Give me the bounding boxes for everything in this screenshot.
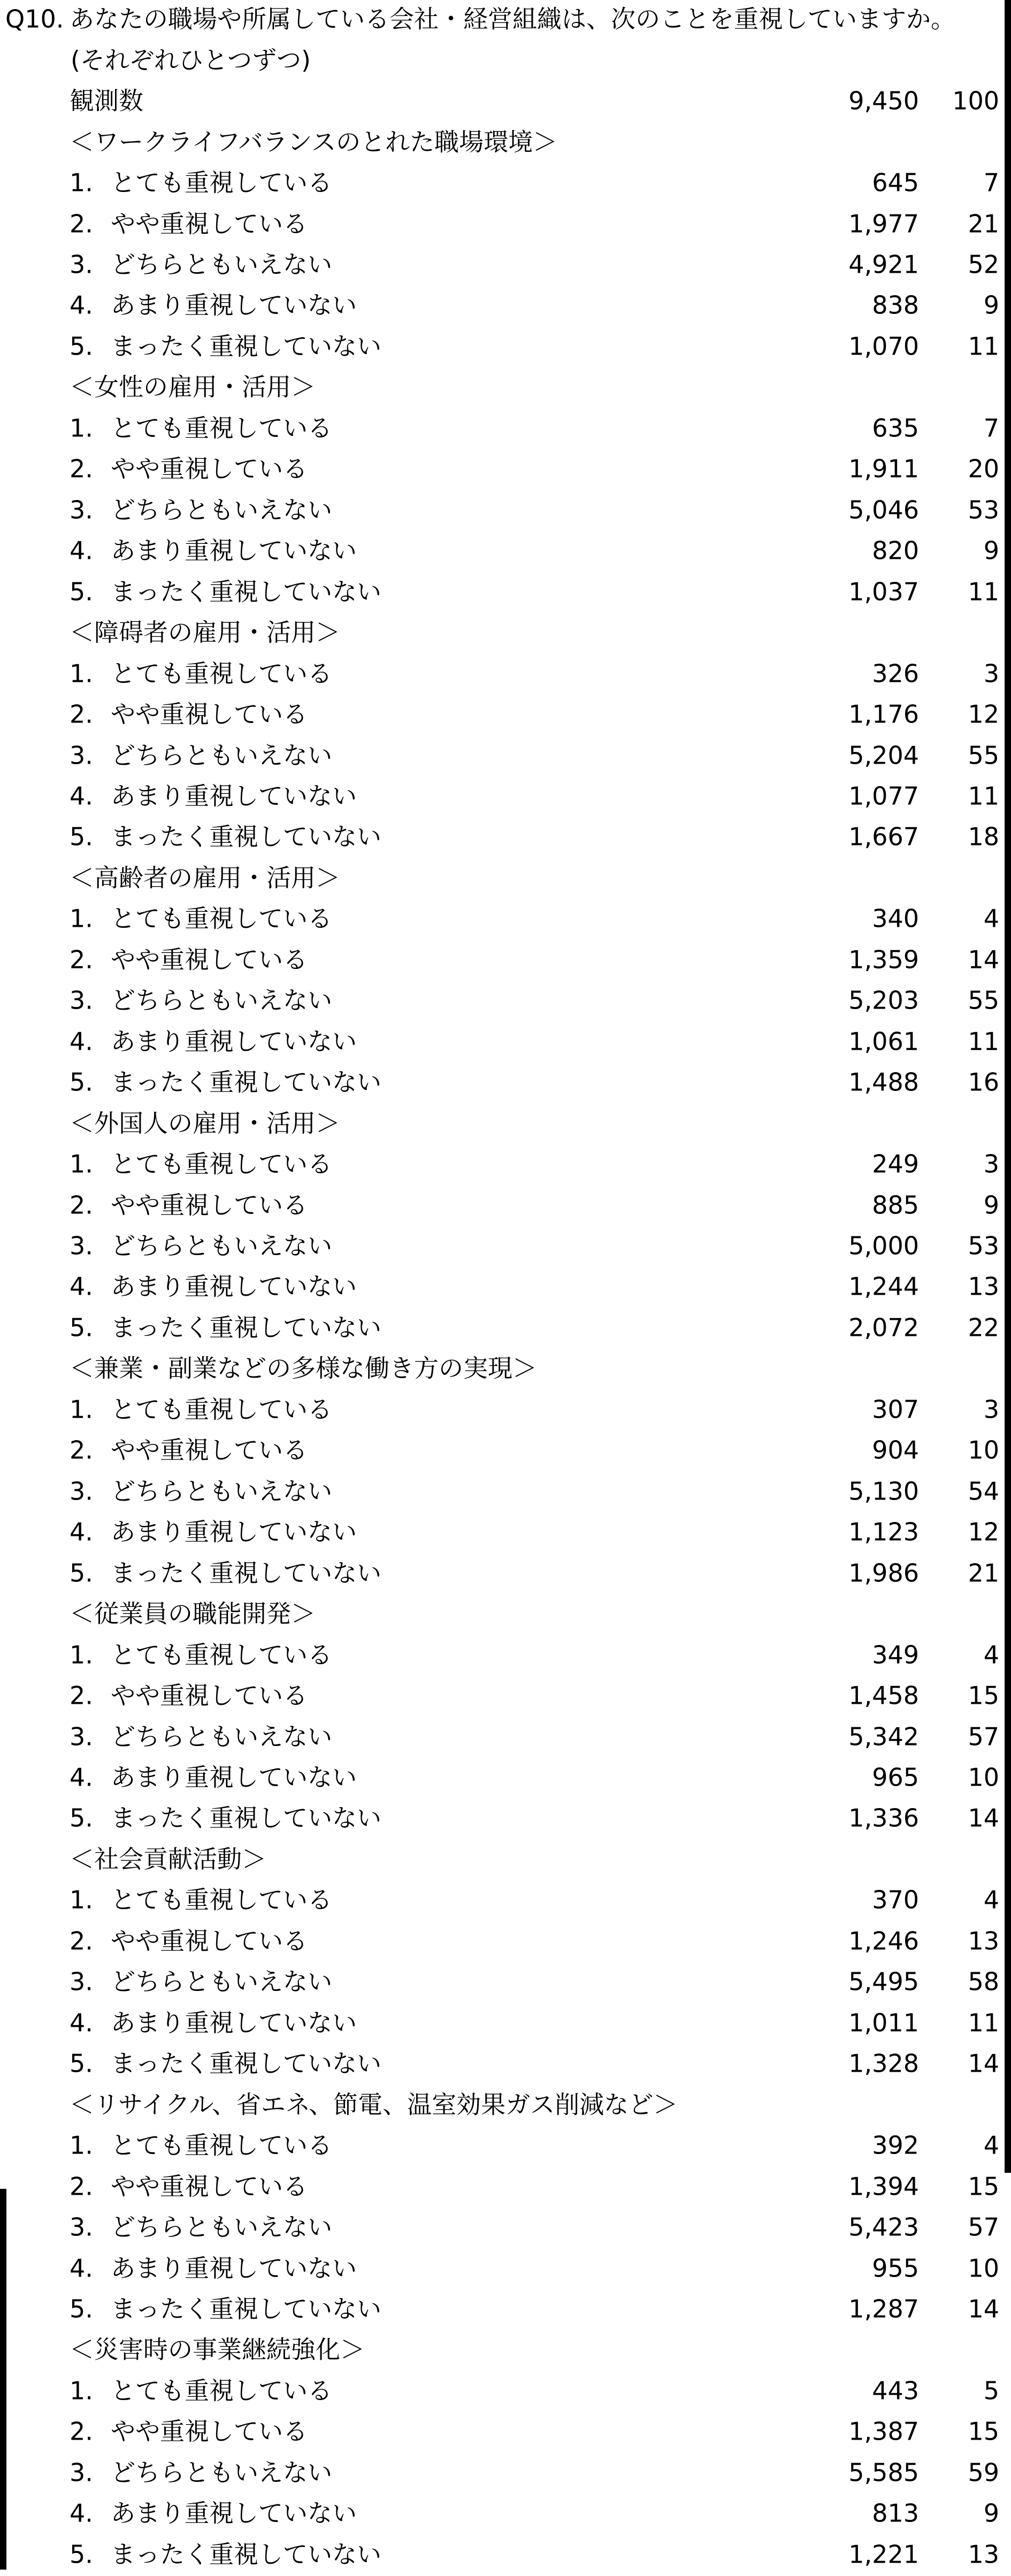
row-number: 4.	[70, 291, 93, 320]
row-number: 1.	[70, 904, 93, 934]
row-percent: 9	[983, 2498, 999, 2528]
row-percent: 14	[968, 2294, 999, 2324]
row-label: まったく重視していない	[111, 1558, 381, 1588]
row-number: 3.	[70, 1477, 93, 1506]
row-number: 4.	[70, 536, 93, 565]
row-label: とても重視している	[111, 413, 332, 443]
section-title: ＜女性の雇用・活用＞	[70, 373, 316, 402]
row-label: あまり重視していない	[111, 291, 357, 320]
row-count: 1,458	[848, 1681, 919, 1710]
row-percent: 20	[968, 454, 999, 483]
row-label: とても重視している	[111, 659, 332, 688]
row-label: どちらともいえない	[111, 250, 332, 279]
table-row	[0, 1267, 1011, 1308]
row-number: 5.	[70, 1067, 93, 1097]
row-number: 5.	[70, 2540, 93, 2569]
row-count: 340	[872, 904, 919, 934]
row-count: 326	[872, 659, 919, 688]
row-count: 1,287	[848, 2294, 919, 2324]
row-label: まったく重視していない	[111, 1313, 381, 1342]
row-number: 3.	[70, 986, 93, 1015]
row-label: やや重視している	[111, 209, 308, 239]
row-percent: 7	[983, 168, 999, 197]
table-row	[0, 245, 1011, 286]
table-row	[0, 1635, 1011, 1676]
row-label: とても重視している	[111, 1395, 332, 1424]
row-count: 392	[872, 2131, 919, 2160]
row-label: とても重視している	[111, 1886, 332, 1915]
table-row	[0, 736, 1011, 776]
table-row	[0, 2044, 1011, 2085]
table-row	[0, 777, 1011, 818]
row-number: 5.	[70, 1313, 93, 1342]
row-count: 5,204	[848, 741, 919, 770]
section-title: ＜ワークライフバランスのとれた職場環境＞	[70, 127, 558, 157]
table-row	[0, 1554, 1011, 1594]
row-count: 820	[872, 536, 919, 565]
table-row	[0, 1513, 1011, 1554]
row-percent: 57	[968, 1722, 999, 1751]
table-row	[0, 981, 1011, 1022]
row-number: 5.	[70, 2294, 93, 2324]
row-percent: 15	[968, 2417, 999, 2447]
table-row	[0, 2454, 1011, 2494]
row-percent: 5	[983, 2376, 999, 2405]
row-percent: 7	[983, 413, 999, 443]
row-count: 635	[872, 413, 919, 443]
row-number: 2.	[70, 2172, 93, 2201]
row-count: 1,221	[848, 2540, 919, 2569]
table-row	[0, 1186, 1011, 1226]
row-percent: 53	[968, 1231, 999, 1260]
row-percent: 52	[968, 250, 999, 279]
observations-label: 観測数	[70, 86, 143, 116]
row-count: 955	[872, 2254, 919, 2283]
row-count: 904	[872, 1436, 919, 1465]
row-number: 3.	[70, 2212, 93, 2242]
table-row	[0, 532, 1011, 572]
row-number: 5.	[70, 822, 93, 852]
row-percent: 13	[968, 1272, 999, 1302]
row-count: 5,423	[848, 2212, 919, 2242]
row-percent: 13	[968, 1926, 999, 1956]
row-percent: 59	[968, 2458, 999, 2487]
row-number: 3.	[70, 1231, 93, 1260]
row-label: とても重視している	[111, 2131, 332, 2160]
row-number: 2.	[70, 1190, 93, 1220]
row-number: 4.	[70, 1027, 93, 1056]
row-count: 1,986	[848, 1558, 919, 1588]
row-label: あまり重視していない	[111, 781, 357, 811]
row-count: 249	[872, 1149, 919, 1179]
row-number: 4.	[70, 2008, 93, 2037]
row-count: 1,977	[848, 209, 919, 239]
row-percent: 14	[968, 945, 999, 974]
row-label: あまり重視していない	[111, 1517, 357, 1547]
table-row	[0, 1472, 1011, 1513]
row-percent: 4	[983, 1640, 999, 1670]
row-label: まったく重視していない	[111, 1067, 381, 1097]
row-label: やや重視している	[111, 1436, 308, 1465]
row-percent: 10	[968, 1763, 999, 1792]
row-label: あまり重視していない	[111, 1763, 357, 1792]
row-count: 1,037	[848, 577, 919, 606]
row-number: 4.	[70, 781, 93, 811]
row-label: まったく重視していない	[111, 332, 381, 361]
section-title: ＜社会貢献活動＞	[70, 1844, 266, 1874]
row-label: どちらともいえない	[111, 1477, 332, 1506]
table-row	[0, 164, 1011, 204]
table-row	[0, 941, 1011, 981]
row-percent: 18	[968, 822, 999, 852]
scan-artifact-right-bar	[1005, 0, 1011, 2173]
row-count: 5,495	[848, 1967, 919, 1997]
table-row	[0, 1022, 1011, 1063]
row-number: 2.	[70, 2417, 93, 2447]
row-percent: 55	[968, 986, 999, 1015]
row-count: 645	[872, 168, 919, 197]
row-number: 1.	[70, 1640, 93, 1670]
row-number: 3.	[70, 495, 93, 525]
row-number: 5.	[70, 332, 93, 361]
table-row	[0, 2494, 1011, 2535]
row-number: 3.	[70, 2458, 93, 2487]
row-number: 4.	[70, 1517, 93, 1547]
row-count: 965	[872, 1763, 919, 1792]
row-count: 1,061	[848, 1027, 919, 1056]
question-line	[0, 0, 1011, 41]
row-count: 1,246	[848, 1926, 919, 1956]
row-count: 1,394	[848, 2172, 919, 2201]
table-row	[0, 2126, 1011, 2167]
table-row	[0, 2249, 1011, 2289]
row-number: 5.	[70, 1804, 93, 1833]
row-number: 2.	[70, 699, 93, 729]
row-number: 2.	[70, 945, 93, 974]
row-percent: 21	[968, 209, 999, 239]
row-count: 5,046	[848, 495, 919, 525]
question-number: Q10.	[5, 4, 64, 34]
row-number: 2.	[70, 1926, 93, 1956]
table-row	[0, 327, 1011, 368]
row-number: 2.	[70, 1681, 93, 1710]
row-label: どちらともいえない	[111, 1967, 332, 1997]
row-count: 1,336	[848, 1804, 919, 1833]
row-label: あまり重視していない	[111, 1272, 357, 1302]
table-row	[0, 2290, 1011, 2331]
section-title-line	[0, 1840, 1011, 1881]
row-number: 1.	[70, 168, 93, 197]
row-number: 3.	[70, 1722, 93, 1751]
row-number: 1.	[70, 413, 93, 443]
table-row	[0, 818, 1011, 858]
row-percent: 4	[983, 1886, 999, 1915]
row-label: どちらともいえない	[111, 741, 332, 770]
row-label: とても重視している	[111, 1640, 332, 1670]
row-label: やや重視している	[111, 1190, 308, 1220]
row-number: 4.	[70, 1272, 93, 1302]
row-count: 1,488	[848, 1067, 919, 1097]
table-row	[0, 2412, 1011, 2453]
row-label: やや重視している	[111, 2417, 308, 2447]
row-percent: 11	[968, 2008, 999, 2037]
row-label: どちらともいえない	[111, 2212, 332, 2242]
row-percent: 3	[983, 1149, 999, 1179]
table-row	[0, 1717, 1011, 1758]
table-row	[0, 899, 1011, 940]
row-label: どちらともいえない	[111, 1231, 332, 1260]
table-row	[0, 654, 1011, 695]
row-percent: 57	[968, 2212, 999, 2242]
row-count: 5,585	[848, 2458, 919, 2487]
row-percent: 11	[968, 781, 999, 811]
row-count: 1,011	[848, 2008, 919, 2037]
row-count: 838	[872, 291, 919, 320]
table-row	[0, 695, 1011, 736]
section-title-line	[0, 2331, 1011, 2371]
row-number: 5.	[70, 2049, 93, 2078]
row-label: あまり重視していない	[111, 2008, 357, 2037]
row-percent: 12	[968, 1517, 999, 1547]
section-title-line	[0, 122, 1011, 163]
row-label: どちらともいえない	[111, 986, 332, 1015]
row-number: 2.	[70, 1436, 93, 1465]
row-label: あまり重視していない	[111, 2498, 357, 2528]
row-percent: 14	[968, 1804, 999, 1833]
section-title: ＜リサイクル、省エネ、節電、温室効果ガス削減など＞	[70, 2090, 678, 2119]
row-count: 1,244	[848, 1272, 919, 1302]
row-percent: 11	[968, 332, 999, 361]
row-number: 5.	[70, 1558, 93, 1588]
row-percent: 16	[968, 1067, 999, 1097]
row-percent: 21	[968, 1558, 999, 1588]
row-count: 1,077	[848, 781, 919, 811]
observations-count: 9,450	[848, 86, 919, 116]
row-count: 1,359	[848, 945, 919, 974]
row-percent: 9	[983, 1190, 999, 1220]
row-count: 1,387	[848, 2417, 919, 2447]
row-number: 2.	[70, 454, 93, 483]
instruction-text: (それぞれひとつずつ)	[71, 45, 311, 75]
observations-percent: 100	[952, 86, 999, 116]
row-label: とても重視している	[111, 168, 332, 197]
row-label: とても重視している	[111, 904, 332, 934]
table-row	[0, 450, 1011, 490]
section-title: ＜外国人の雇用・活用＞	[70, 1109, 340, 1138]
table-row	[0, 1799, 1011, 1840]
row-number: 1.	[70, 2131, 93, 2160]
row-percent: 3	[983, 1395, 999, 1424]
row-number: 5.	[70, 577, 93, 606]
row-percent: 10	[968, 1436, 999, 1465]
row-count: 5,203	[848, 986, 919, 1015]
row-label: まったく重視していない	[111, 822, 381, 852]
row-count: 1,070	[848, 332, 919, 361]
row-label: やや重視している	[111, 1926, 308, 1956]
row-percent: 14	[968, 2049, 999, 2078]
row-count: 4,921	[848, 250, 919, 279]
row-percent: 15	[968, 2172, 999, 2201]
row-label: とても重視している	[111, 1149, 332, 1179]
row-percent: 4	[983, 2131, 999, 2160]
row-count: 5,342	[848, 1722, 919, 1751]
row-percent: 55	[968, 741, 999, 770]
row-count: 349	[872, 1640, 919, 1670]
row-count: 813	[872, 2498, 919, 2528]
row-label: やや重視している	[111, 454, 308, 483]
table-row	[0, 1227, 1011, 1267]
row-label: やや重視している	[111, 699, 308, 729]
row-count: 2,072	[848, 1313, 919, 1342]
section-title-line	[0, 1104, 1011, 1144]
table-row	[0, 2004, 1011, 2044]
row-number: 1.	[70, 659, 93, 688]
row-percent: 3	[983, 659, 999, 688]
row-number: 4.	[70, 1763, 93, 1792]
row-percent: 53	[968, 495, 999, 525]
table-row	[0, 1758, 1011, 1799]
section-title: ＜兼業・副業などの多様な働き方の実現＞	[70, 1354, 537, 1383]
table-row	[0, 1145, 1011, 1186]
table-row	[0, 1881, 1011, 1921]
table-row	[0, 204, 1011, 245]
table-row	[0, 2535, 1011, 2576]
row-count: 1,176	[848, 699, 919, 729]
row-number: 3.	[70, 741, 93, 770]
section-title: ＜従業員の職能開発＞	[70, 1599, 316, 1628]
row-count: 5,130	[848, 1477, 919, 1506]
row-percent: 10	[968, 2254, 999, 2283]
row-percent: 58	[968, 1967, 999, 1997]
row-count: 443	[872, 2376, 919, 2405]
row-percent: 11	[968, 1027, 999, 1056]
table-row	[0, 2208, 1011, 2249]
row-count: 1,667	[848, 822, 919, 852]
table-row	[0, 1390, 1011, 1431]
section-title: ＜障碍者の雇用・活用＞	[70, 618, 340, 647]
table-row	[0, 1922, 1011, 1963]
row-count: 5,000	[848, 1231, 919, 1260]
table-row	[0, 2167, 1011, 2208]
row-label: とても重視している	[111, 2376, 332, 2405]
row-number: 1.	[70, 1886, 93, 1915]
row-percent: 22	[968, 1313, 999, 1342]
row-percent: 9	[983, 536, 999, 565]
table-row	[0, 491, 1011, 532]
row-percent: 12	[968, 699, 999, 729]
row-number: 3.	[70, 250, 93, 279]
section-title-line	[0, 2085, 1011, 2126]
table-row	[0, 1063, 1011, 1104]
observations-row	[0, 82, 1011, 122]
row-count: 885	[872, 1190, 919, 1220]
table-row	[0, 1431, 1011, 1472]
row-label: どちらともいえない	[111, 2458, 332, 2487]
row-count: 370	[872, 1886, 919, 1915]
row-label: まったく重視していない	[111, 2540, 381, 2569]
row-number: 1.	[70, 1395, 93, 1424]
table-row	[0, 286, 1011, 327]
row-number: 3.	[70, 1967, 93, 1997]
row-label: まったく重視していない	[111, 577, 381, 606]
row-label: やや重視している	[111, 945, 308, 974]
row-label: あまり重視していない	[111, 2254, 357, 2283]
row-count: 1,328	[848, 2049, 919, 2078]
row-percent: 15	[968, 1681, 999, 1710]
instruction-line	[0, 41, 1011, 81]
row-label: まったく重視していない	[111, 2049, 381, 2078]
row-label: まったく重視していない	[111, 1804, 381, 1833]
section-title-line	[0, 368, 1011, 409]
row-label: やや重視している	[111, 1681, 308, 1710]
row-number: 1.	[70, 1149, 93, 1179]
table-row	[0, 572, 1011, 613]
section-title-line	[0, 1349, 1011, 1390]
row-percent: 4	[983, 904, 999, 934]
row-number: 2.	[70, 209, 93, 239]
question-text: あなたの職場や所属している会社・経営組織は、次のことを重視していますか。	[70, 4, 955, 34]
table-row	[0, 1309, 1011, 1349]
row-percent: 54	[968, 1477, 999, 1506]
row-number: 1.	[70, 2376, 93, 2405]
row-percent: 13	[968, 2540, 999, 2569]
row-percent: 9	[983, 291, 999, 320]
row-percent: 11	[968, 577, 999, 606]
row-number: 4.	[70, 2254, 93, 2283]
table-row	[0, 1963, 1011, 2003]
row-label: やや重視している	[111, 2172, 308, 2201]
table-row	[0, 2372, 1011, 2412]
row-count: 307	[872, 1395, 919, 1424]
row-label: どちらともいえない	[111, 495, 332, 525]
table-row	[0, 409, 1011, 450]
row-label: あまり重視していない	[111, 1027, 357, 1056]
row-label: まったく重視していない	[111, 2294, 381, 2324]
row-count: 1,911	[848, 454, 919, 483]
row-number: 4.	[70, 2498, 93, 2528]
table-row	[0, 1677, 1011, 1717]
section-title: ＜災害時の事業継続強化＞	[70, 2335, 365, 2365]
section-title-line	[0, 613, 1011, 654]
section-title-line	[0, 1595, 1011, 1635]
row-count: 1,123	[848, 1517, 919, 1547]
section-title-line	[0, 859, 1011, 899]
row-label: どちらともいえない	[111, 1722, 332, 1751]
row-label: あまり重視していない	[111, 536, 357, 565]
scan-artifact-left-bar	[0, 2189, 6, 2570]
section-title: ＜高齢者の雇用・活用＞	[70, 863, 340, 893]
